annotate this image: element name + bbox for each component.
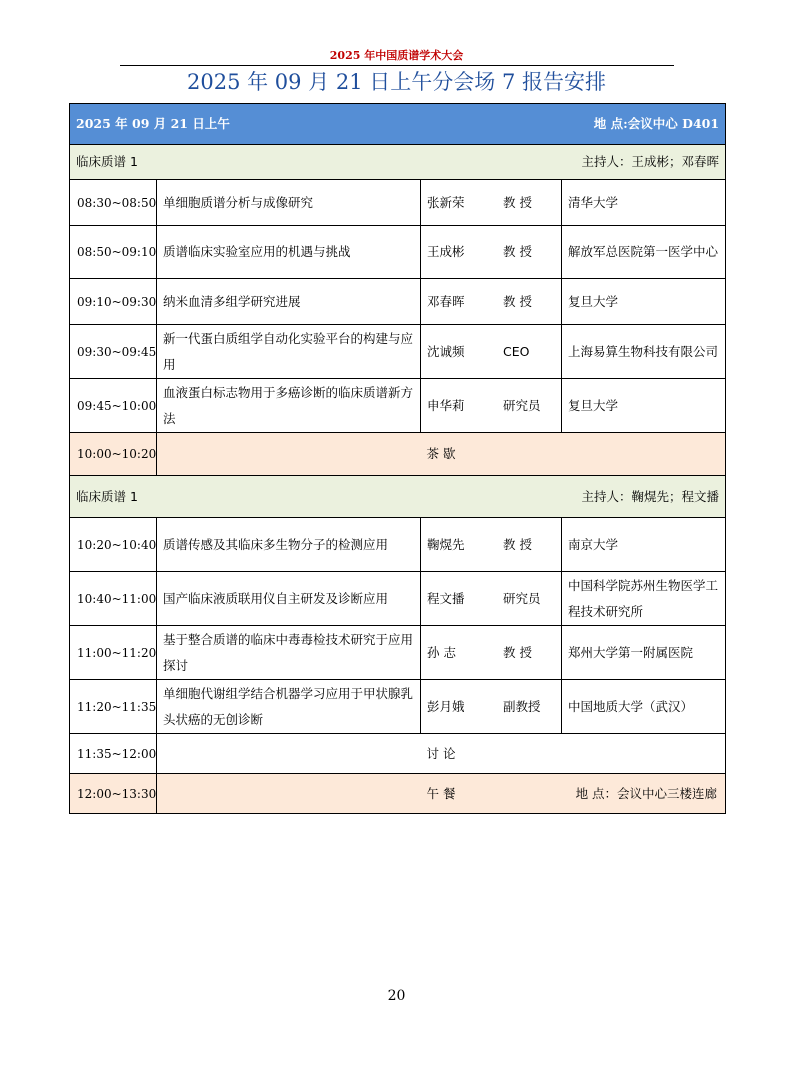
speaker-affiliation: 中国地质大学（武汉）: [562, 680, 726, 734]
speaker-affiliation: 复旦大学: [562, 379, 726, 433]
conference-name: 2025 年中国质谱学术大会: [329, 49, 464, 62]
table-row: [70, 379, 726, 433]
session-date: 2025 年 09 月 21 日上午: [76, 116, 230, 131]
tea-break-row: [70, 433, 726, 476]
session-name: 临床质谱 1: [76, 488, 138, 504]
schedule-table: [69, 103, 726, 814]
speaker-affiliation: 清华大学: [562, 180, 726, 226]
table-row: [70, 680, 726, 734]
discussion-label: 讨 论: [157, 734, 726, 774]
session-hosts: 主持人：鞠熀先；程文播: [581, 488, 720, 504]
talk-time: 09:45~10:00: [70, 379, 157, 433]
talk-time: 10:20~10:40: [70, 518, 157, 572]
speaker-role: 副教授: [503, 698, 541, 714]
speaker-role: 教 授: [503, 644, 532, 660]
talk-title: 质谱临床实验室应用的机遇与挑战: [157, 226, 421, 279]
break-label: 茶 歇: [157, 433, 726, 476]
page-title: 2025 年 09 月 21 日上午分会场 7 报告安排: [187, 70, 606, 94]
speaker-affiliation: 南京大学: [562, 518, 726, 572]
speaker-name: 张新荣: [427, 194, 465, 210]
speaker-affiliation: 郑州大学第一附属医院: [562, 626, 726, 680]
speaker-role: 教 授: [503, 244, 532, 259]
talk-time: 08:50~09:10: [70, 226, 157, 279]
talk-title: 纳米血清多组学研究进展: [157, 279, 421, 325]
speaker-name: 彭月娥: [427, 698, 465, 714]
discussion-row: [70, 734, 726, 774]
page-number: 20: [387, 988, 406, 1004]
speaker-name: 鞠熀先: [427, 536, 465, 552]
session-hosts: 主持人：王成彬；邓春晖: [581, 154, 720, 169]
speaker-name: 申华莉: [427, 397, 465, 413]
speaker-role: CEO: [503, 343, 530, 359]
speaker-name: 孙 志: [427, 644, 456, 660]
speaker-role: 教 授: [503, 293, 532, 309]
talk-title: 质谱传感及其临床多生物分子的检测应用: [157, 518, 421, 572]
talk-time: 08:30~08:50: [70, 180, 157, 226]
lunch-time: 12:00~13:30: [70, 774, 157, 814]
table-row: [70, 572, 726, 626]
talk-time: 10:40~11:00: [70, 572, 157, 626]
table-row: [70, 226, 726, 279]
speaker-name: 邓春晖: [427, 293, 465, 309]
session-row: [70, 145, 726, 180]
talk-title: 单细胞代谢组学结合机器学习应用于甲状腺乳头状癌的无创诊断: [157, 680, 421, 734]
speaker-affiliation: 中国科学院苏州生物医学工程技术研究所: [562, 572, 726, 626]
session-row: [70, 476, 726, 518]
lunch-label: 午 餐: [426, 785, 456, 801]
speaker-name: 程文播: [427, 590, 465, 606]
speaker-role: 教 授: [503, 194, 532, 210]
speaker-affiliation: 复旦大学: [562, 279, 726, 325]
talk-title: 国产临床液质联用仪自主研发及诊断应用: [157, 572, 421, 626]
speaker-name: 王成彬: [427, 244, 465, 259]
talk-time: 09:30~09:45: [70, 325, 157, 379]
break-time: 10:00~10:20: [70, 433, 157, 476]
talk-time: 11:20~11:35: [70, 680, 157, 734]
speaker-affiliation: 上海易算生物科技有限公司: [562, 325, 726, 379]
speaker-role: 研究员: [503, 590, 541, 606]
table-row: [70, 518, 726, 572]
table-row: [70, 180, 726, 226]
talk-title: 血液蛋白标志物用于多癌诊断的临床质谱新方法: [157, 379, 421, 433]
lunch-location: 地 点：会议中心三楼连廊: [575, 786, 718, 801]
table-row: [70, 626, 726, 680]
discussion-time: 11:35~12:00: [70, 734, 157, 774]
talk-title: 基于整合质谱的临床中毒毒检技术研究于应用探讨: [157, 626, 421, 680]
lunch-row: [70, 774, 726, 814]
talk-title: 单细胞质谱分析与成像研究: [157, 180, 421, 226]
table-row: [70, 279, 726, 325]
speaker-role: 研究员: [503, 397, 541, 413]
talk-title: 新一代蛋白质组学自动化实验平台的构建与应用: [157, 325, 421, 379]
speaker-role: 教 授: [503, 536, 532, 552]
talk-time: 11:00~11:20: [70, 626, 157, 680]
speaker-affiliation: 解放军总医院第一医学中心: [562, 226, 726, 279]
session-location: 地 点:会议中心 D401: [593, 116, 720, 131]
session-name: 临床质谱 1: [76, 154, 138, 169]
speaker-name: 沈诚频: [427, 343, 465, 359]
table-header-row: [70, 104, 726, 145]
table-row: [70, 325, 726, 379]
talk-time: 09:10~09:30: [70, 279, 157, 325]
